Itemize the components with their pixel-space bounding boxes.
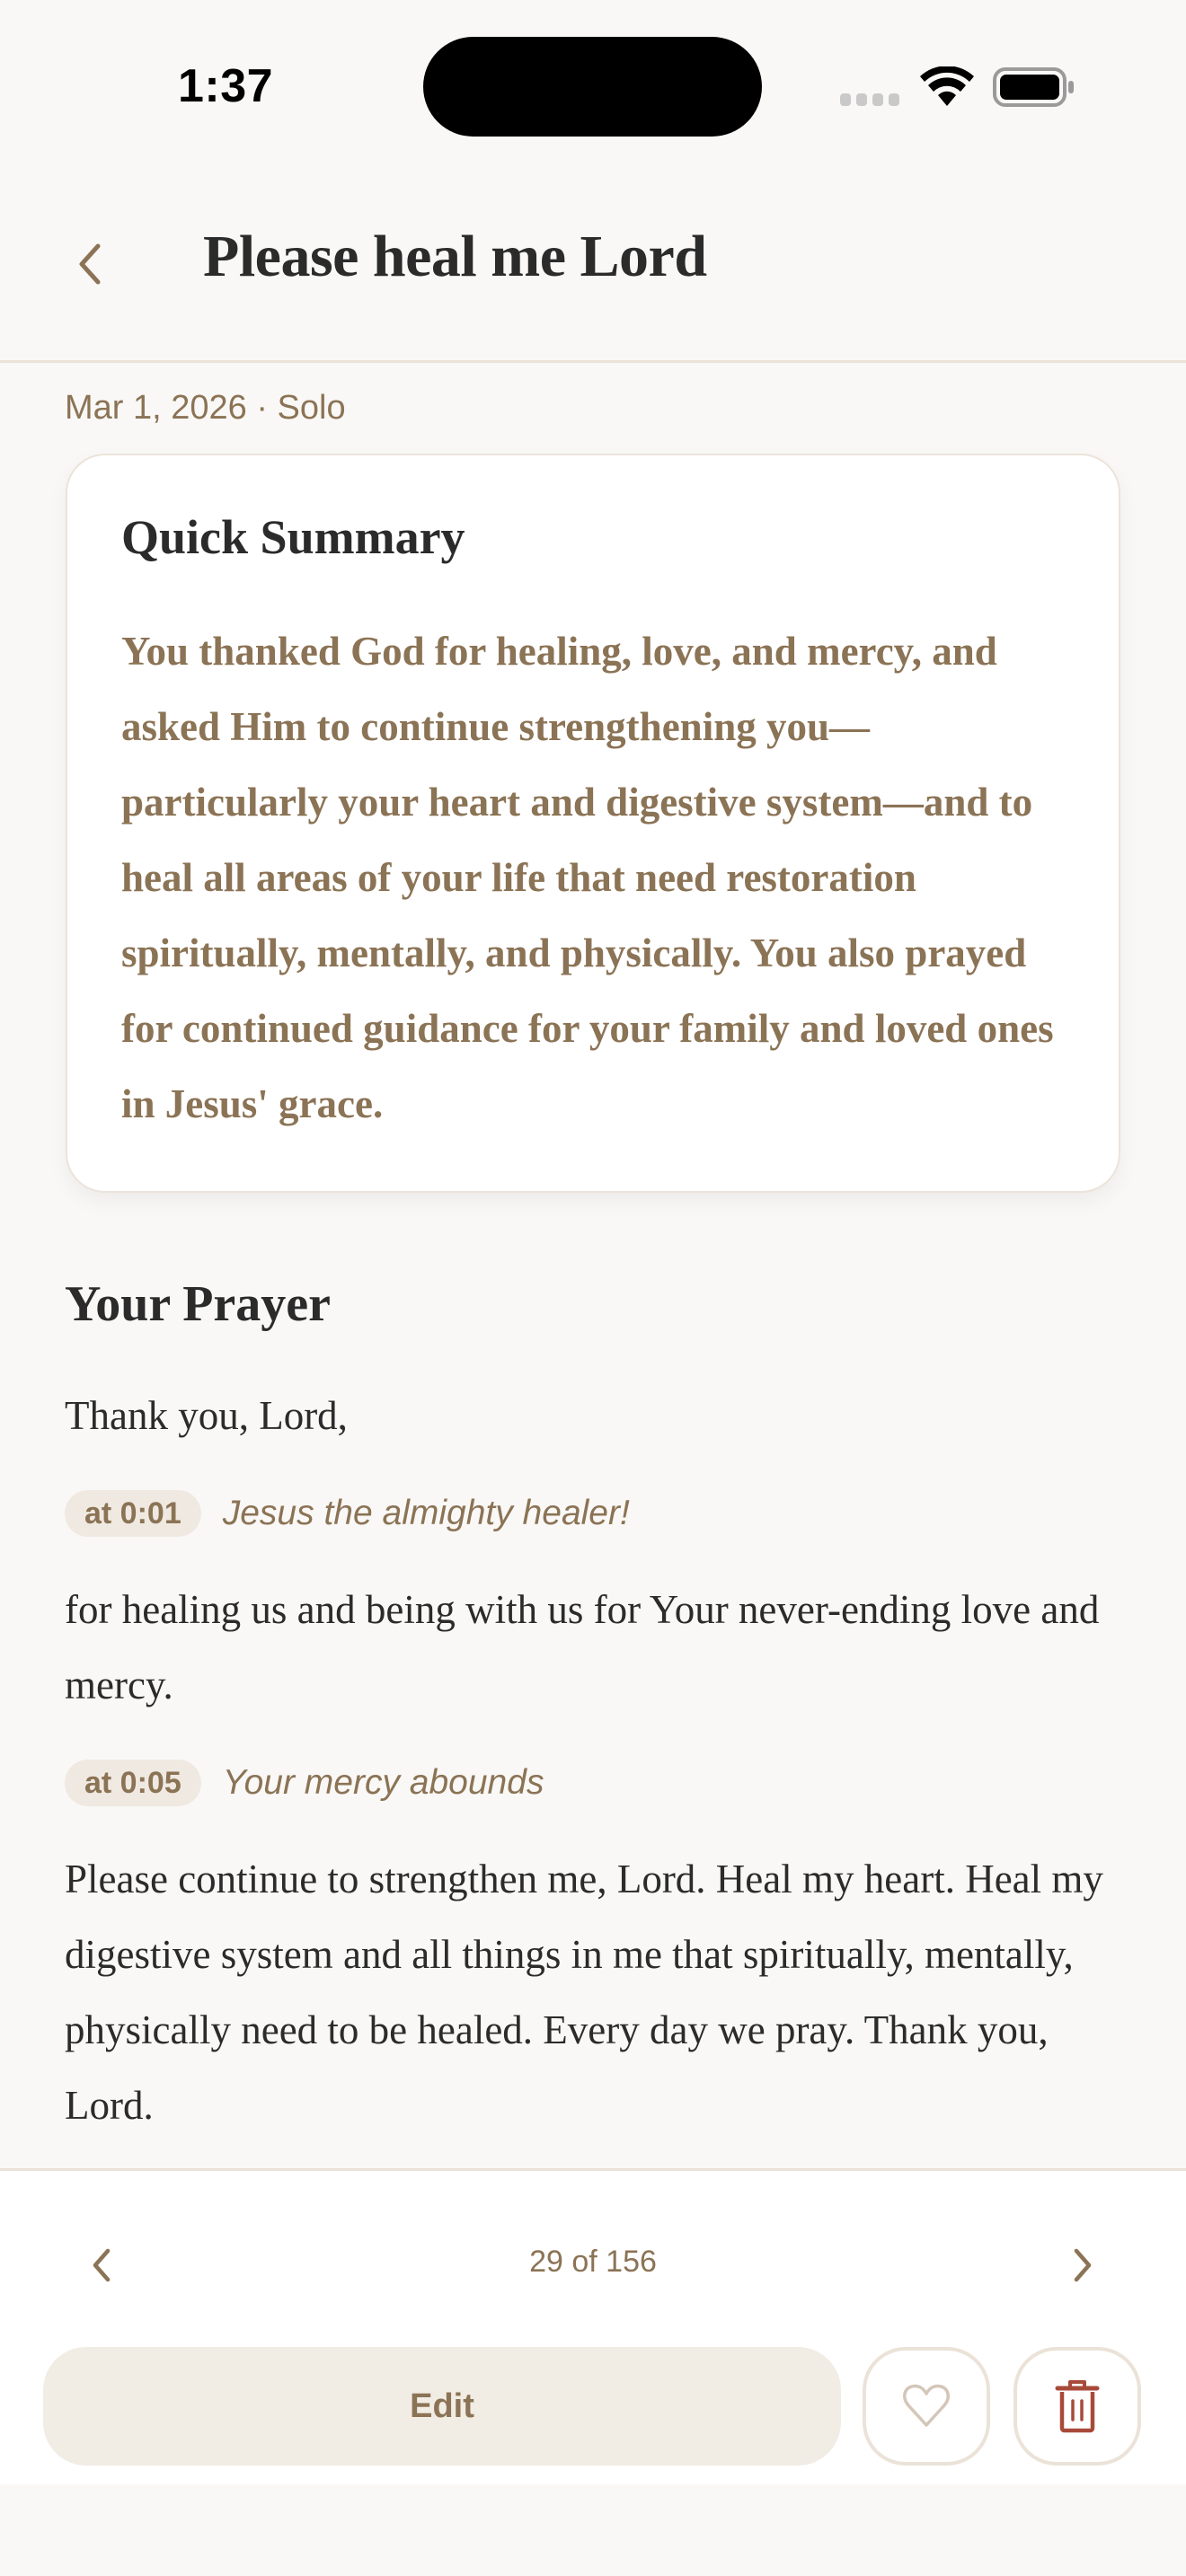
- timestamp-marker: [65, 1760, 544, 1806]
- battery-icon: [993, 67, 1075, 107]
- delete-button[interactable]: [1013, 2347, 1141, 2466]
- wifi-icon: [920, 66, 974, 106]
- chevron-right-icon: [1071, 2247, 1094, 2283]
- edit-button[interactable]: Edit: [43, 2347, 841, 2466]
- favorite-button[interactable]: [863, 2347, 990, 2466]
- trash-icon: [1054, 2379, 1101, 2433]
- summary-title: Quick Summary: [121, 510, 465, 564]
- bottom-action-bar: [0, 2168, 1186, 2484]
- cellular-signal-icon: [840, 93, 899, 106]
- header-divider: [0, 360, 1186, 363]
- timestamp-marker: [65, 1490, 630, 1537]
- timestamp-chip[interactable]: at 0:01: [65, 1490, 201, 1537]
- dynamic-island: [423, 37, 762, 137]
- summary-text: You thanked God for healing, love, and mercy, and asked Him to continue strengthening you—particularly your heart and digestive system—and to heal all areas of your life that need restoration spiritually, mentally, and physically. You also prayed for continued guidance for your family and loved ones in Jesus' grace.: [121, 629, 1054, 1126]
- prayer-text-segment: for healing us and being with us for Your never-ending love and mercy.: [65, 1587, 1100, 1707]
- chevron-left-icon: [76, 243, 103, 286]
- marker-note: Jesus the almighty healer!: [222, 1494, 630, 1532]
- summary-card: [66, 454, 1120, 1193]
- prayer-meta: Mar 1, 2026 · Solo: [65, 389, 346, 427]
- prayer-text-segment: Thank you, Lord,: [65, 1393, 348, 1438]
- next-prayer-button[interactable]: [1051, 2234, 1114, 2297]
- prayer-heading: Your Prayer: [65, 1276, 331, 1332]
- marker-note: Your mercy abounds: [222, 1763, 544, 1802]
- page-title: Please heal me Lord: [203, 224, 707, 289]
- timestamp-chip[interactable]: at 0:05: [65, 1760, 201, 1806]
- page-counter: 29 of 156: [529, 2245, 657, 2279]
- prayer-text-segment: Please continue to strengthen me, Lord. Heal my heart. Heal my digestive system and all things in me that spiritually, mentally, physically need to be healed. Every day we pray. Thank you, Lord.: [65, 1857, 1103, 2128]
- heart-icon: [901, 2384, 951, 2429]
- back-button[interactable]: [63, 232, 117, 296]
- status-time: 1:37: [178, 60, 274, 112]
